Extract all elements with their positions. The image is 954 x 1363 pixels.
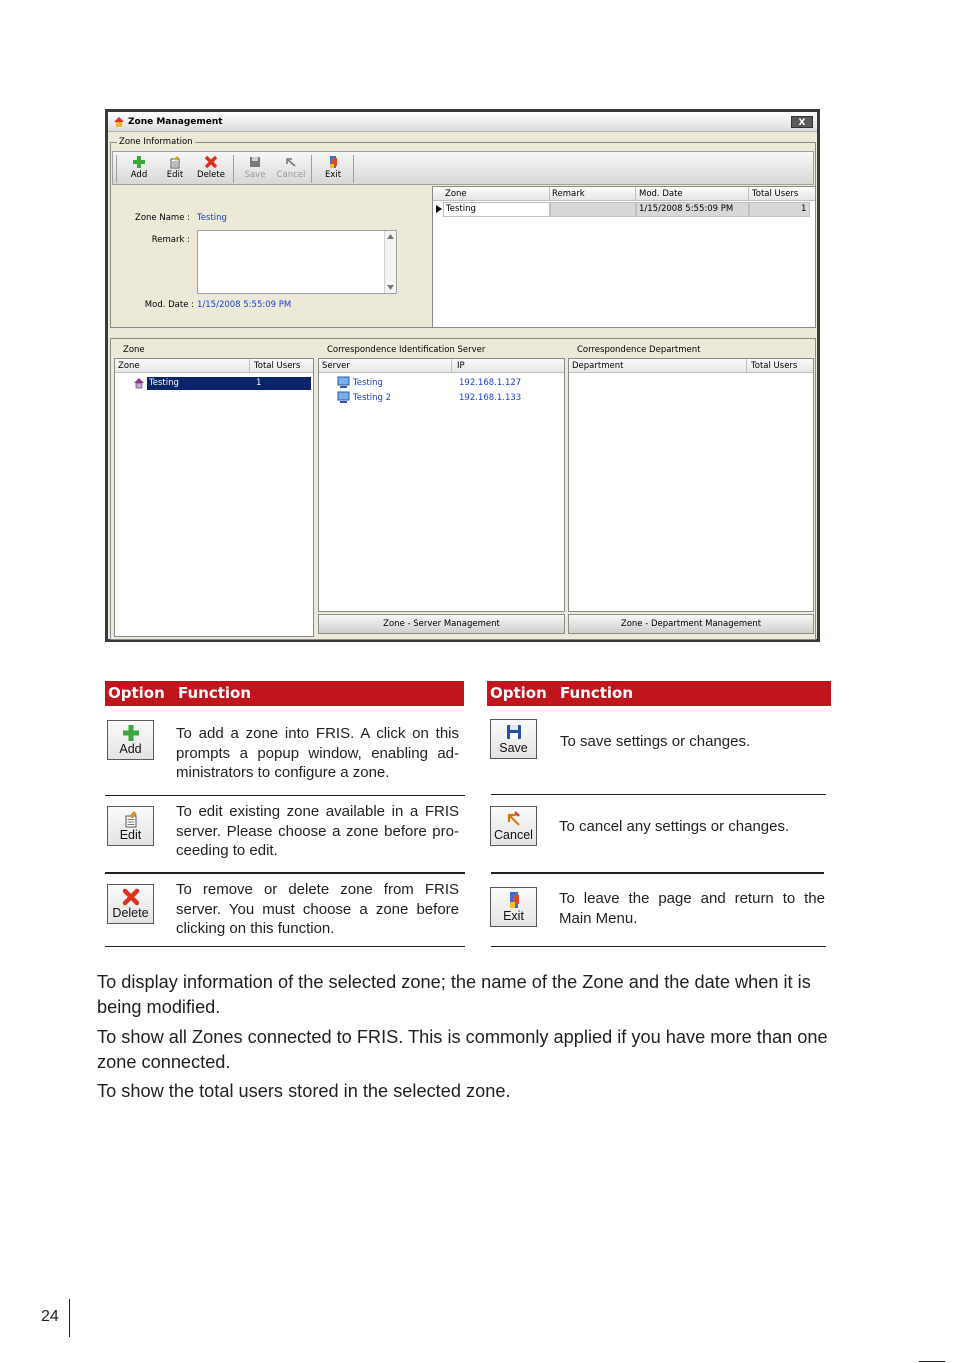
zone-tree-icon	[133, 377, 145, 389]
zone-server-management-button[interactable]: Zone - Server Management	[318, 614, 565, 634]
save-description: To save settings or changes.	[560, 733, 751, 750]
server-icon	[337, 376, 350, 388]
table-row[interactable]: Testing 1/15/2008 5:55:09 PM 1	[433, 202, 810, 217]
add-button[interactable]: Add	[123, 154, 155, 184]
zone-department-management-button[interactable]: Zone - Department Management	[568, 614, 814, 634]
window-body	[108, 112, 817, 639]
row-pointer-icon	[436, 205, 442, 213]
remark-scrollbar[interactable]	[384, 231, 396, 293]
save-option-icon: Save	[490, 719, 537, 759]
left-table-header	[105, 681, 464, 706]
page-number-divider	[69, 1299, 70, 1337]
edit-icon	[122, 810, 140, 828]
mod-date-value: 1/15/2008 5:55:09 PM	[197, 300, 292, 310]
zone-name-label: Zone Name :	[135, 213, 190, 223]
delete-icon	[204, 155, 218, 169]
save-icon	[505, 723, 523, 741]
grid-header-total-users[interactable]: Total Users	[752, 189, 799, 199]
header-total-users[interactable]: Total Users	[254, 361, 301, 371]
zone-grid-header	[433, 187, 815, 201]
delete-description: To remove or delete zone from FRIS server. You must choose a zone before clicking on this function.	[176, 881, 459, 937]
title-bar	[108, 112, 817, 132]
right-table-header	[487, 681, 831, 706]
header-option: Option	[490, 684, 547, 702]
server-panel	[318, 345, 565, 612]
server-panel-header	[319, 359, 564, 373]
add-description: To add a zone into FRIS. A click on this prompts a popup window, enabling ad-ministrators to configure a zone.	[176, 725, 459, 781]
edit-description: To edit existing zone available in a FRIS server. Please choose a zone before pro-ceeding to edit.	[176, 803, 459, 859]
save-icon	[248, 155, 262, 169]
header-function: Function	[178, 684, 252, 702]
header-total-users[interactable]: Total Users	[751, 361, 798, 371]
remark-label: Remark :	[151, 235, 190, 245]
delete-icon	[122, 888, 140, 906]
department-panel-header	[569, 359, 813, 373]
department-panel-legend: Correspondence Department	[577, 345, 701, 355]
paragraph-show-zones: To show all Zones connected to FRIS. This is commonly applied if you have more than one zone connected.	[97, 1027, 828, 1072]
edit-icon	[168, 155, 182, 169]
zone-name-value[interactable]: Testing	[197, 213, 227, 223]
zone-management-window	[105, 109, 820, 642]
zone-panel-legend: Zone	[123, 345, 145, 355]
save-button[interactable]: Save	[239, 154, 271, 184]
cancel-button[interactable]: Cancel	[275, 154, 307, 184]
close-button[interactable]: X	[791, 116, 813, 128]
edit-button[interactable]: Edit	[159, 154, 191, 184]
cancel-icon	[505, 810, 523, 828]
window-title: Zone Management	[128, 117, 223, 127]
paragraph-total-users: To show the total users stored in the selected zone.	[97, 1081, 511, 1101]
delete-option-icon: Delete	[107, 884, 154, 924]
exit-option-icon: Exit	[490, 887, 537, 927]
department-panel	[568, 345, 814, 612]
zone-grid	[432, 186, 816, 328]
cancel-icon	[284, 155, 298, 169]
zone-panel	[114, 345, 314, 637]
grid-header-remark[interactable]: Remark	[552, 189, 585, 199]
exit-button[interactable]: Exit	[317, 154, 349, 184]
cancel-description: To cancel any settings or changes.	[559, 818, 790, 835]
corner-rule	[919, 1361, 945, 1362]
plus-icon	[132, 155, 146, 169]
home-icon	[113, 116, 125, 127]
edit-option-icon: Edit	[107, 806, 154, 846]
zone-panel-header	[115, 359, 313, 373]
scroll-down-icon[interactable]	[387, 285, 394, 290]
toolbar	[112, 151, 814, 185]
exit-description: To leave the page and return to the Main Menu.	[559, 890, 825, 927]
header-server[interactable]: Server	[322, 361, 350, 371]
page-number: 24	[41, 1308, 59, 1325]
exit-icon	[326, 155, 340, 169]
scroll-up-icon[interactable]	[387, 234, 394, 239]
server-panel-legend: Correspondence Identification Server	[327, 345, 486, 355]
grid-header-zone[interactable]: Zone	[445, 189, 467, 199]
exit-icon	[505, 891, 523, 909]
list-item[interactable]: Testing 192.168.1.127	[337, 376, 557, 390]
remark-textarea[interactable]	[197, 230, 397, 294]
delete-button[interactable]: Delete	[195, 154, 227, 184]
header-function: Function	[560, 684, 634, 702]
server-icon	[337, 391, 350, 403]
list-item[interactable]: Testing 2 192.168.1.133	[337, 391, 557, 405]
mod-date-label: Mod. Date :	[144, 300, 194, 310]
header-department[interactable]: Department	[572, 361, 624, 371]
cancel-option-icon: Cancel	[490, 806, 537, 846]
add-option-icon: Add	[107, 720, 154, 760]
grid-header-mod-date[interactable]: Mod. Date	[639, 189, 683, 199]
paragraph-display-info: To display information of the selected zone; the name of the Zone and the date when it is being modified.	[97, 972, 811, 1017]
header-ip[interactable]: IP	[457, 361, 465, 371]
zone-information-legend: Zone Information	[119, 137, 193, 147]
plus-icon	[122, 724, 140, 742]
header-zone[interactable]: Zone	[118, 361, 140, 371]
header-option: Option	[108, 684, 165, 702]
list-item[interactable]: Testing 1	[133, 377, 311, 390]
